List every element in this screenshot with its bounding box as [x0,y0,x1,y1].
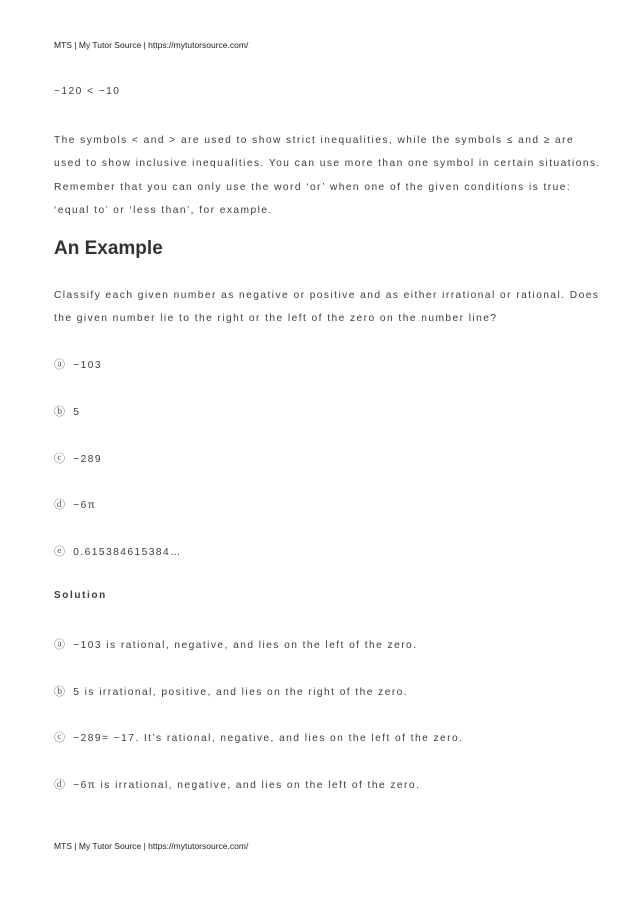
item-text: −103 [73,360,103,371]
item-marker: ⓓ [54,498,65,511]
item-text: 5 [73,407,81,418]
item-marker: ⓑ [54,685,65,698]
item-marker: ⓓ [54,778,65,791]
solution-item-c [54,729,463,745]
item-text: −6π is irrational, negative, and lies on the left of the zero. [73,780,421,791]
inequality-example: −120 < −10 [54,86,121,97]
item-marker: ⓐ [54,638,65,651]
item-text: 5 is irrational, positive, and lies on the right of the zero. [73,687,409,698]
item-marker: ⓒ [54,731,65,744]
item-text: −103 is rational, negative, and lies on the left of the zero. [73,640,418,651]
item-marker: ⓑ [54,405,65,418]
item-text: −289= −17. It’s rational, negative, and lies on the left of the zero. [73,733,464,744]
solution-heading: Solution [54,590,107,601]
example-question [54,284,600,331]
question-line: the given number lie to the right or the left of the zero on the number line? [54,313,498,325]
intro-paragraph [54,129,601,222]
page-header: MTS | My Tutor Source | https://mytutorsource.com/ [54,40,249,50]
paragraph-line: Remember that you can only use the word ‘or’ when one of the given conditions is true: [54,181,572,193]
item-text: −6π [73,500,97,511]
example-item-e [54,543,182,559]
example-item-c [54,450,102,466]
item-marker: ⓔ [54,545,65,558]
section-heading: An Example [54,238,163,259]
paragraph-line: The symbols < and > are used to show strict inequalities, while the symbols ≤ and ≥ are [54,135,575,146]
solution-item-d [54,776,420,792]
solution-item-b [54,683,408,699]
example-item-d [54,496,96,512]
item-marker: ⓒ [54,452,65,465]
question-line: Classify each given number as negative or positive and as either irrational or rational. Does [54,290,600,301]
paragraph-line: ‘equal to’ or ‘less than’, for example. [54,204,273,216]
item-text: −289 [73,454,103,465]
item-text: 0.615384615384… [73,547,182,558]
example-item-a [54,356,102,372]
solution-item-a [54,636,417,652]
paragraph-line: used to show inclusive inequalities. You can use more than one symbol in certain situations. [54,158,601,170]
item-marker: ⓐ [54,358,65,371]
page-footer: MTS | My Tutor Source | https://mytutorsource.com/ [54,841,249,851]
example-item-b [54,403,80,419]
